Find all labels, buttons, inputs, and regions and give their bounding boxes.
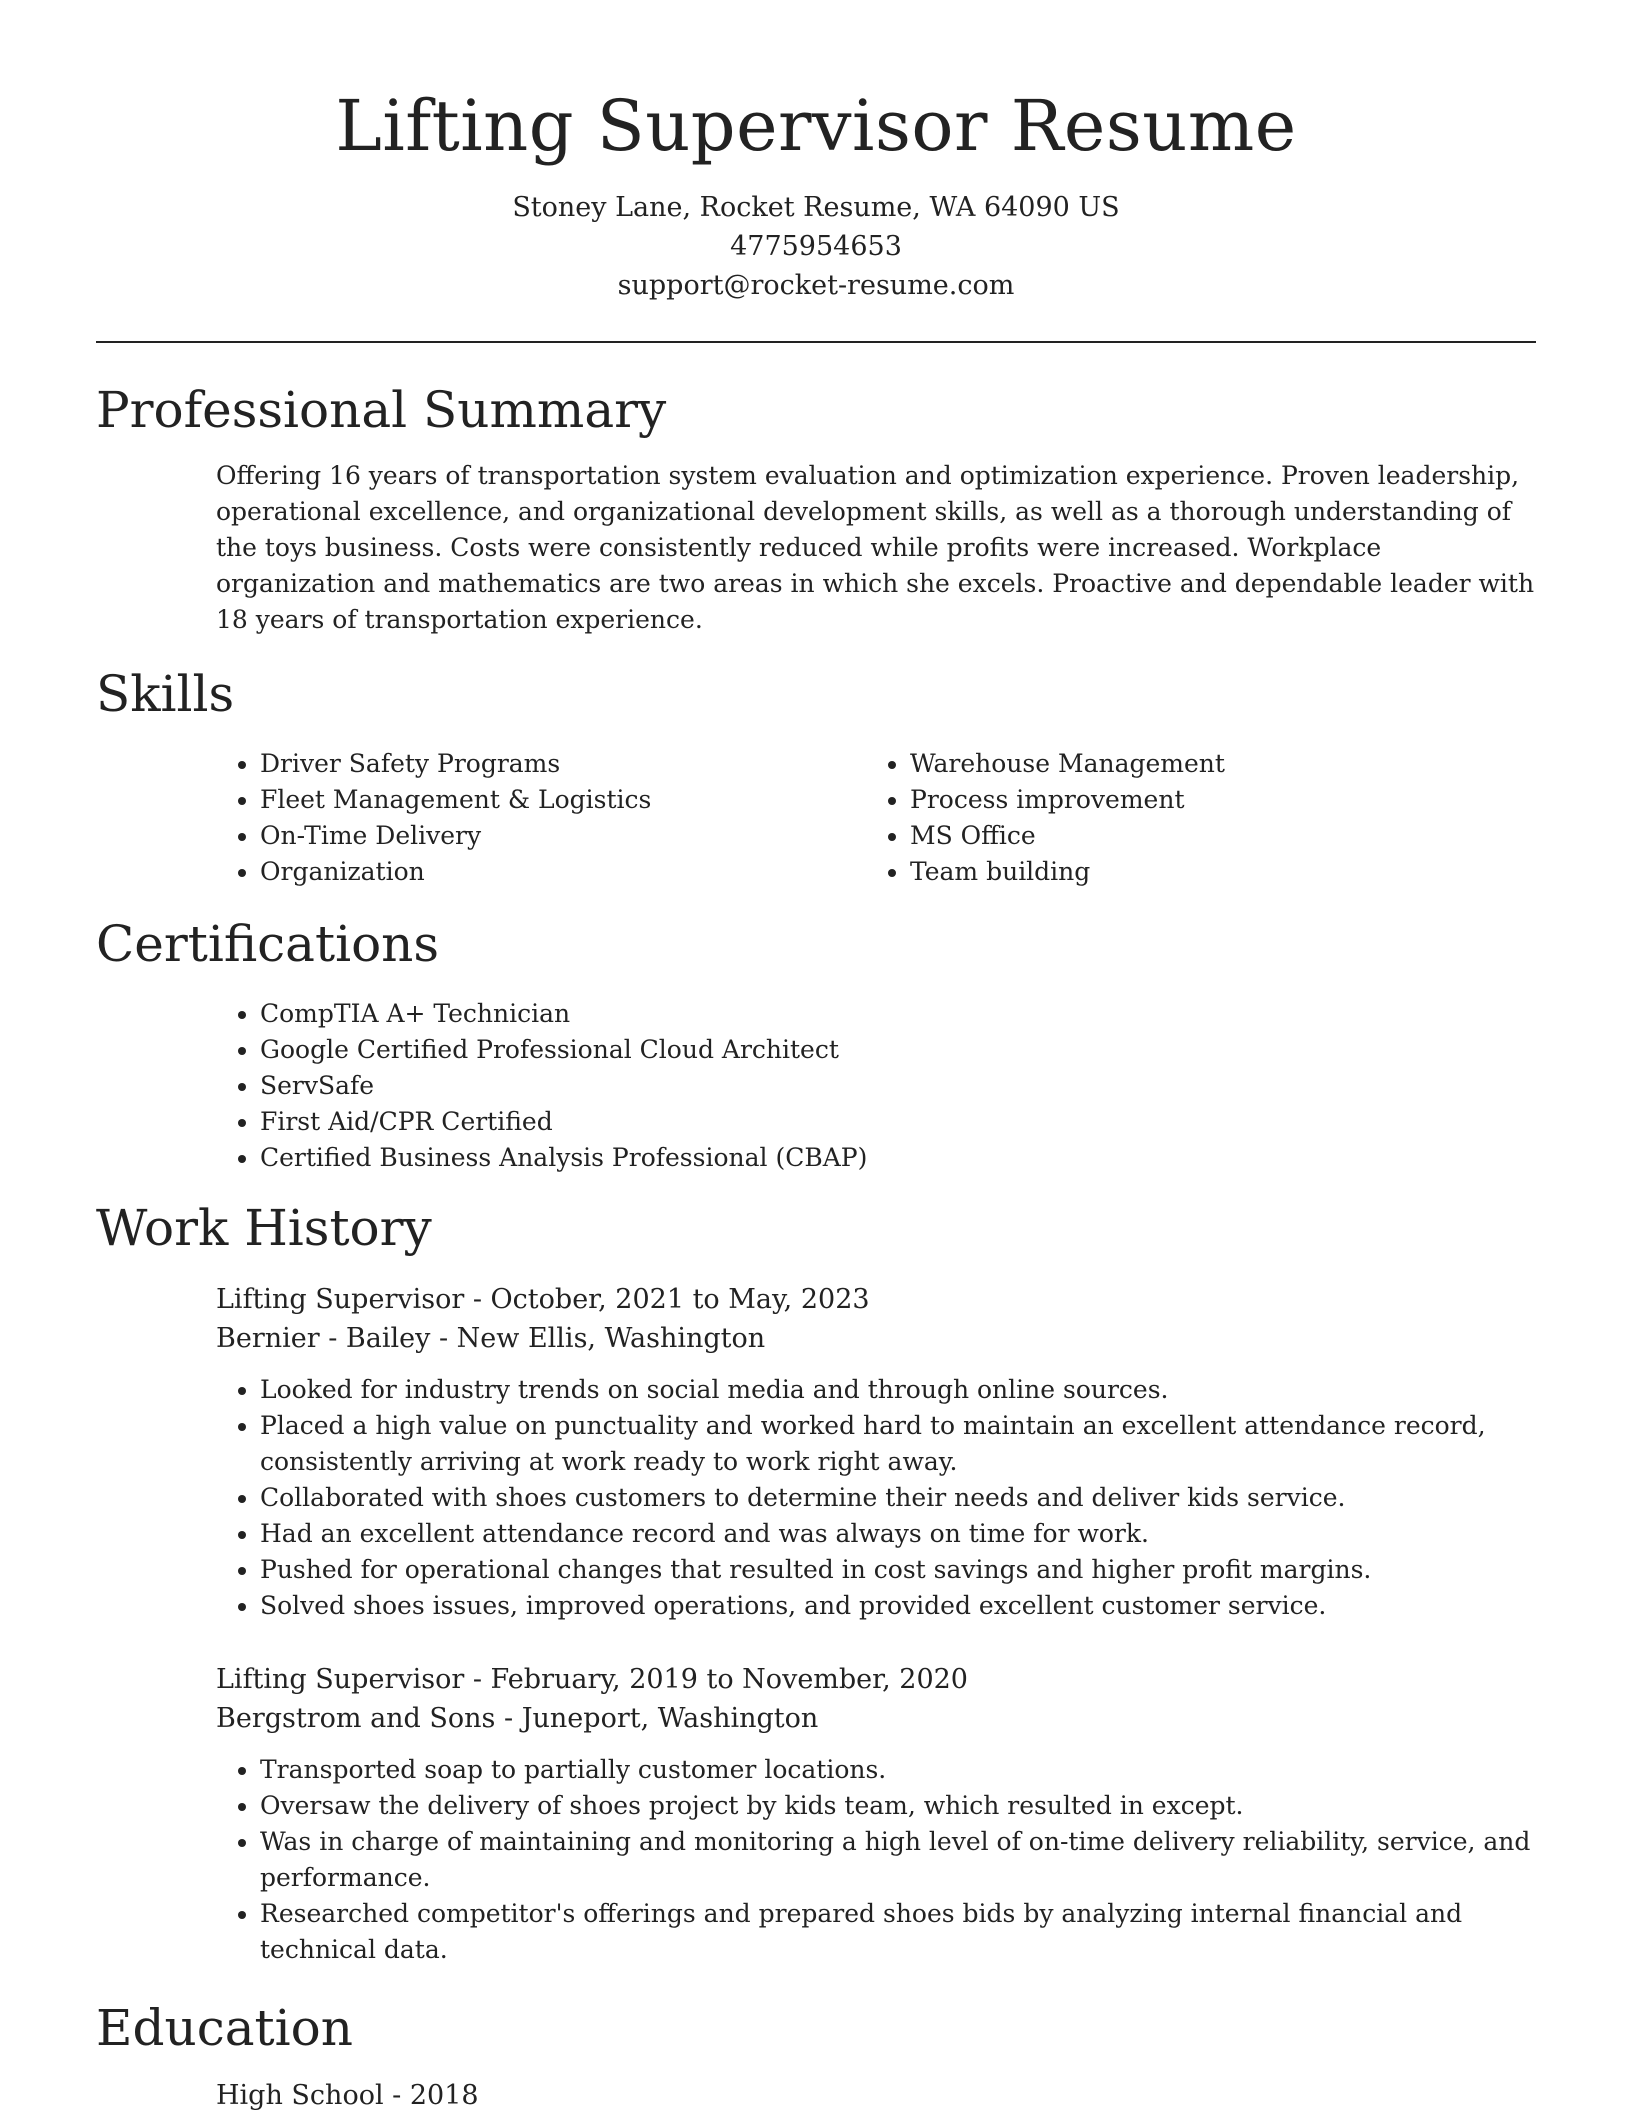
resume-header <box>96 0 1536 305</box>
job-bullet: • Collaborated with shoes customers to determine their needs and deliver kids service. <box>260 1480 1536 1516</box>
skills-columns <box>216 746 1536 890</box>
job-bullet: • Placed a high value on punctuality and worked hard to maintain an excellent attendance record, consistently arriving at work ready to work right away. <box>260 1408 1536 1480</box>
skill-item: • Warehouse Management <box>910 746 1516 782</box>
certification-item: • Certified Business Analysis Professional (CBAP) <box>260 1140 1536 1176</box>
skills-heading: Skills <box>96 665 235 723</box>
certification-item: • ServSafe <box>260 1068 1536 1104</box>
job-bullet: • Oversaw the delivery of shoes project by kids team, which resulted in except. <box>260 1788 1536 1824</box>
job-bullet: • Had an excellent attendance record and was always on time for work. <box>260 1516 1536 1552</box>
certifications-block <box>216 996 1536 1176</box>
job-company-line: Bernier - Bailey - New Ellis, Washington <box>216 1323 766 1354</box>
education-heading: Education <box>96 1999 353 2057</box>
job-bullet: • Was in charge of maintaining and monitoring a high level of on-time delivery reliability, service, and performance. <box>260 1824 1536 1896</box>
resume-title: Lifting Supervisor Resume <box>335 85 1297 167</box>
resume-page <box>96 0 1536 2111</box>
job-entry <box>216 1280 1536 1624</box>
certification-item: • Google Certified Professional Cloud Architect <box>260 1032 1536 1068</box>
certification-item: • CompTIA A+ Technician <box>260 996 1536 1032</box>
contact-block <box>96 188 1536 305</box>
certifications-heading: Certifications <box>96 915 440 973</box>
skill-item: • Process improvement <box>910 782 1516 818</box>
job-bullet: • Solved shoes issues, improved operations, and provided excellent customer service. <box>260 1588 1536 1624</box>
skill-item: • Driver Safety Programs <box>260 746 866 782</box>
skill-item: • On-Time Delivery <box>260 818 866 854</box>
skill-item: • Team building <box>910 854 1516 890</box>
contact-email: support@rocket-resume.com <box>617 270 1015 301</box>
contact-address: Stoney Lane, Rocket Resume, WA 64090 US <box>512 192 1120 223</box>
header-divider <box>96 341 1536 343</box>
skills-list-left <box>216 746 866 890</box>
skill-item: • MS Office <box>910 818 1516 854</box>
job-title-line: Lifting Supervisor - February, 2019 to November, 2020 <box>216 1664 968 1695</box>
education-entry: High School - 2018 <box>216 2080 479 2111</box>
certifications-list <box>216 996 1536 1176</box>
skill-item: • Organization <box>260 854 866 890</box>
job-entry <box>216 1660 1536 1968</box>
job-company-line: Bergstrom and Sons - Juneport, Washington <box>216 1703 819 1734</box>
job-title-line: Lifting Supervisor - October, 2021 to May, 2023 <box>216 1284 870 1315</box>
job-bullet: • Pushed for operational changes that resulted in cost savings and higher profit margins. <box>260 1552 1536 1588</box>
job-bullet: • Looked for industry trends on social media and through online sources. <box>260 1372 1536 1408</box>
certification-item: • First Aid/CPR Certified <box>260 1104 1536 1140</box>
job-bullets <box>216 1372 1536 1624</box>
job-bullets <box>216 1752 1536 1968</box>
job-bullet: • Transported soap to partially customer locations. <box>260 1752 1536 1788</box>
contact-phone: 4775954653 <box>730 231 902 262</box>
summary-heading: Professional Summary <box>96 381 667 439</box>
job-bullet: • Researched competitor's offerings and prepared shoes bids by analyzing internal financial and technical data. <box>260 1896 1536 1968</box>
summary-text: Offering 16 years of transportation system evaluation and optimization experience. Proven leadership, operational excellence, and organizational development skills, as well as a thorough understanding of the toys business. Costs were consistently reduced while profits were increased. Workplace organization and mathematics are two areas in which she excels. Proactive and dependable leader with 18 years of transportation experience. <box>216 461 1535 634</box>
skills-list-right <box>866 746 1516 890</box>
work-history-heading: Work History <box>96 1199 432 1257</box>
skill-item: • Fleet Management & Logistics <box>260 782 866 818</box>
